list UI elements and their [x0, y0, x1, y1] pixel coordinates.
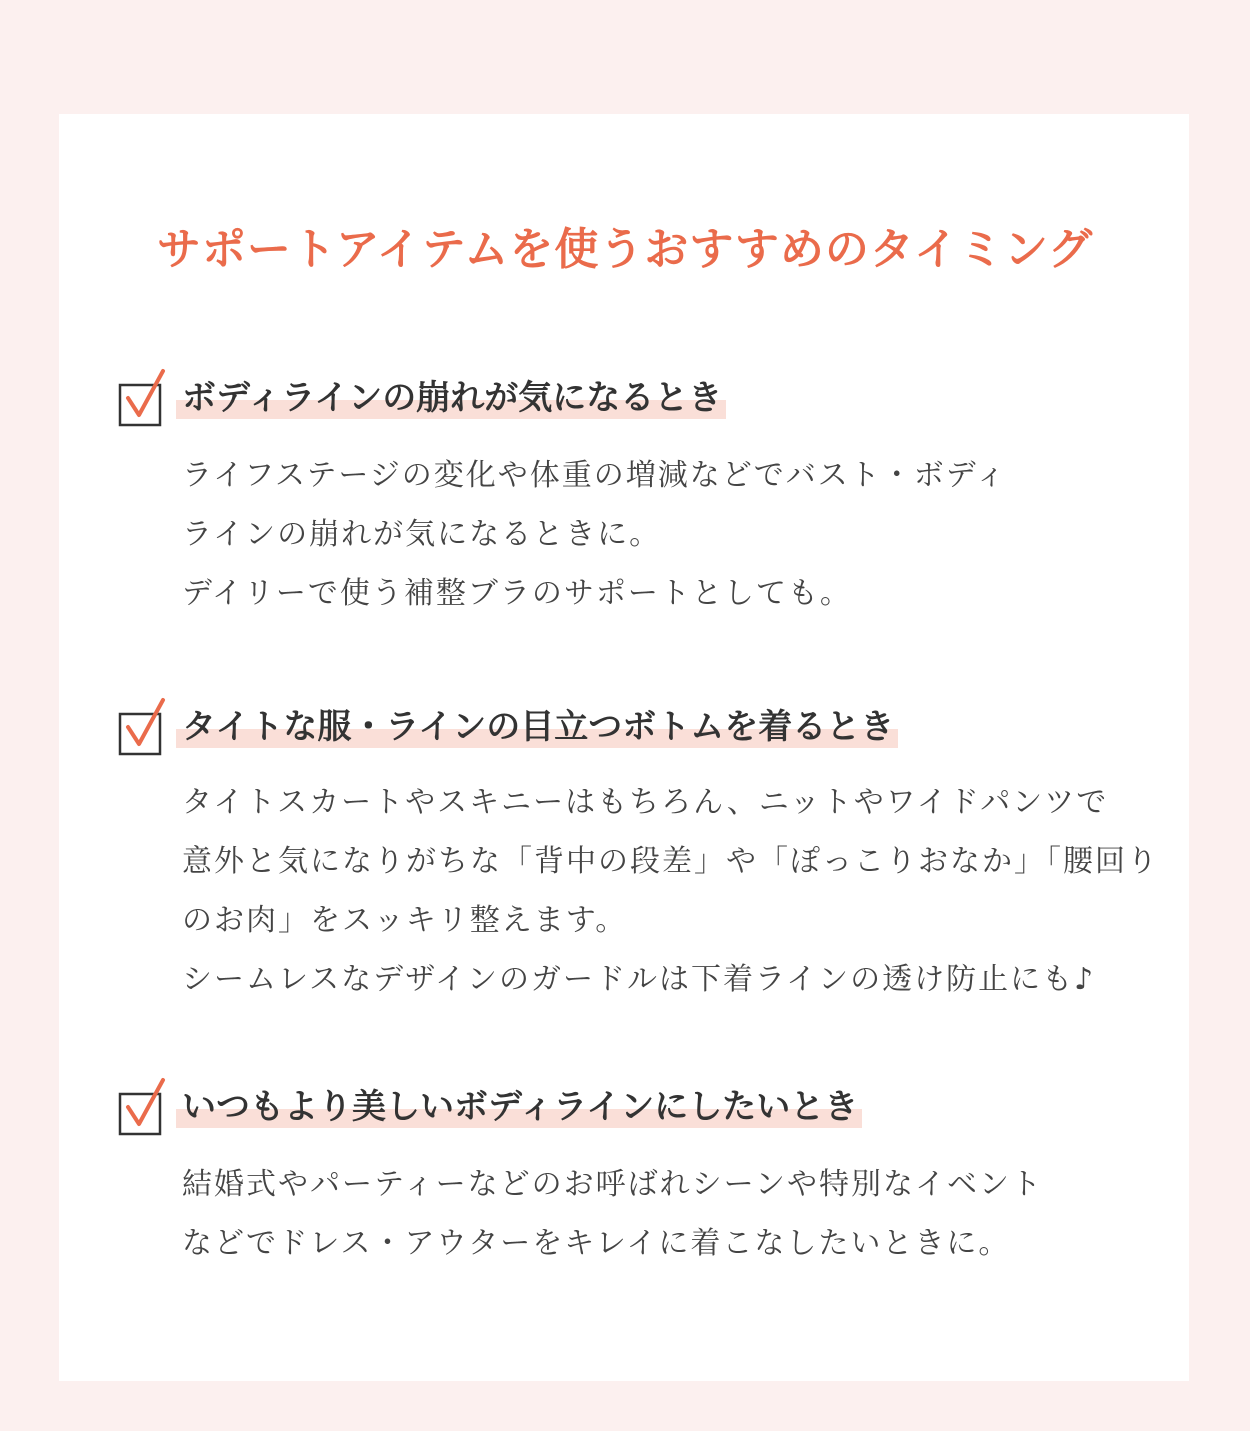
- description-line: 結婚式やパーティーなどのお呼ばれシーンや特別なイベント: [182, 1167, 1043, 1202]
- section-description: [182, 446, 1142, 623]
- timing-section-special-occasion: [118, 1077, 1138, 1261]
- section-heading-text: ボディラインの崩れが気になるとき: [182, 378, 723, 418]
- section-heading-row: [118, 1077, 1138, 1139]
- checkbox-checked-icon: [118, 368, 168, 430]
- description-line: ラインの崩れが気になるときに。: [182, 517, 662, 552]
- section-heading-text: タイトな服・ラインの目立つボトムを着るとき: [182, 707, 895, 747]
- section-heading: [176, 374, 726, 422]
- description-line: タイトスカートやスキニーはもちろん、ニットやワイドパンツで: [182, 785, 1109, 820]
- section-heading-text: いつもより美しいボディラインにしたいとき: [182, 1087, 859, 1127]
- description-line: のお肉」をスッキリ整えます。: [182, 903, 628, 938]
- section-description: [182, 773, 1159, 1009]
- section-heading: [176, 1083, 862, 1131]
- description-line: デイリーで使う補整ブラのサポートとしても。: [182, 576, 852, 611]
- checkbox-checked-icon: [118, 1077, 168, 1139]
- checkbox-checked-icon: [118, 697, 168, 759]
- description-line: ライフステージの変化や体重の増減などでバスト・ボディ: [182, 458, 1008, 493]
- timing-section-tight-clothes: [118, 697, 1159, 997]
- section-heading-row: [118, 697, 1138, 759]
- section-heading-row: [118, 368, 1138, 430]
- section-heading: [176, 703, 898, 751]
- page-title: サポートアイテムを使うおすすめのタイミング: [156, 224, 1094, 275]
- description-line: などでドレス・アウターをキレイに着こなしたいときに。: [182, 1226, 1011, 1261]
- section-description: [182, 1155, 1142, 1273]
- description-line: 意外と気になりがちな「背中の段差」や「ぽっこりおなか」「腰回り: [182, 844, 1159, 879]
- description-line: シームレスなデザインのガードルは下着ラインの透け防止にも♪: [182, 962, 1096, 997]
- timing-section-body-line: [118, 368, 1138, 611]
